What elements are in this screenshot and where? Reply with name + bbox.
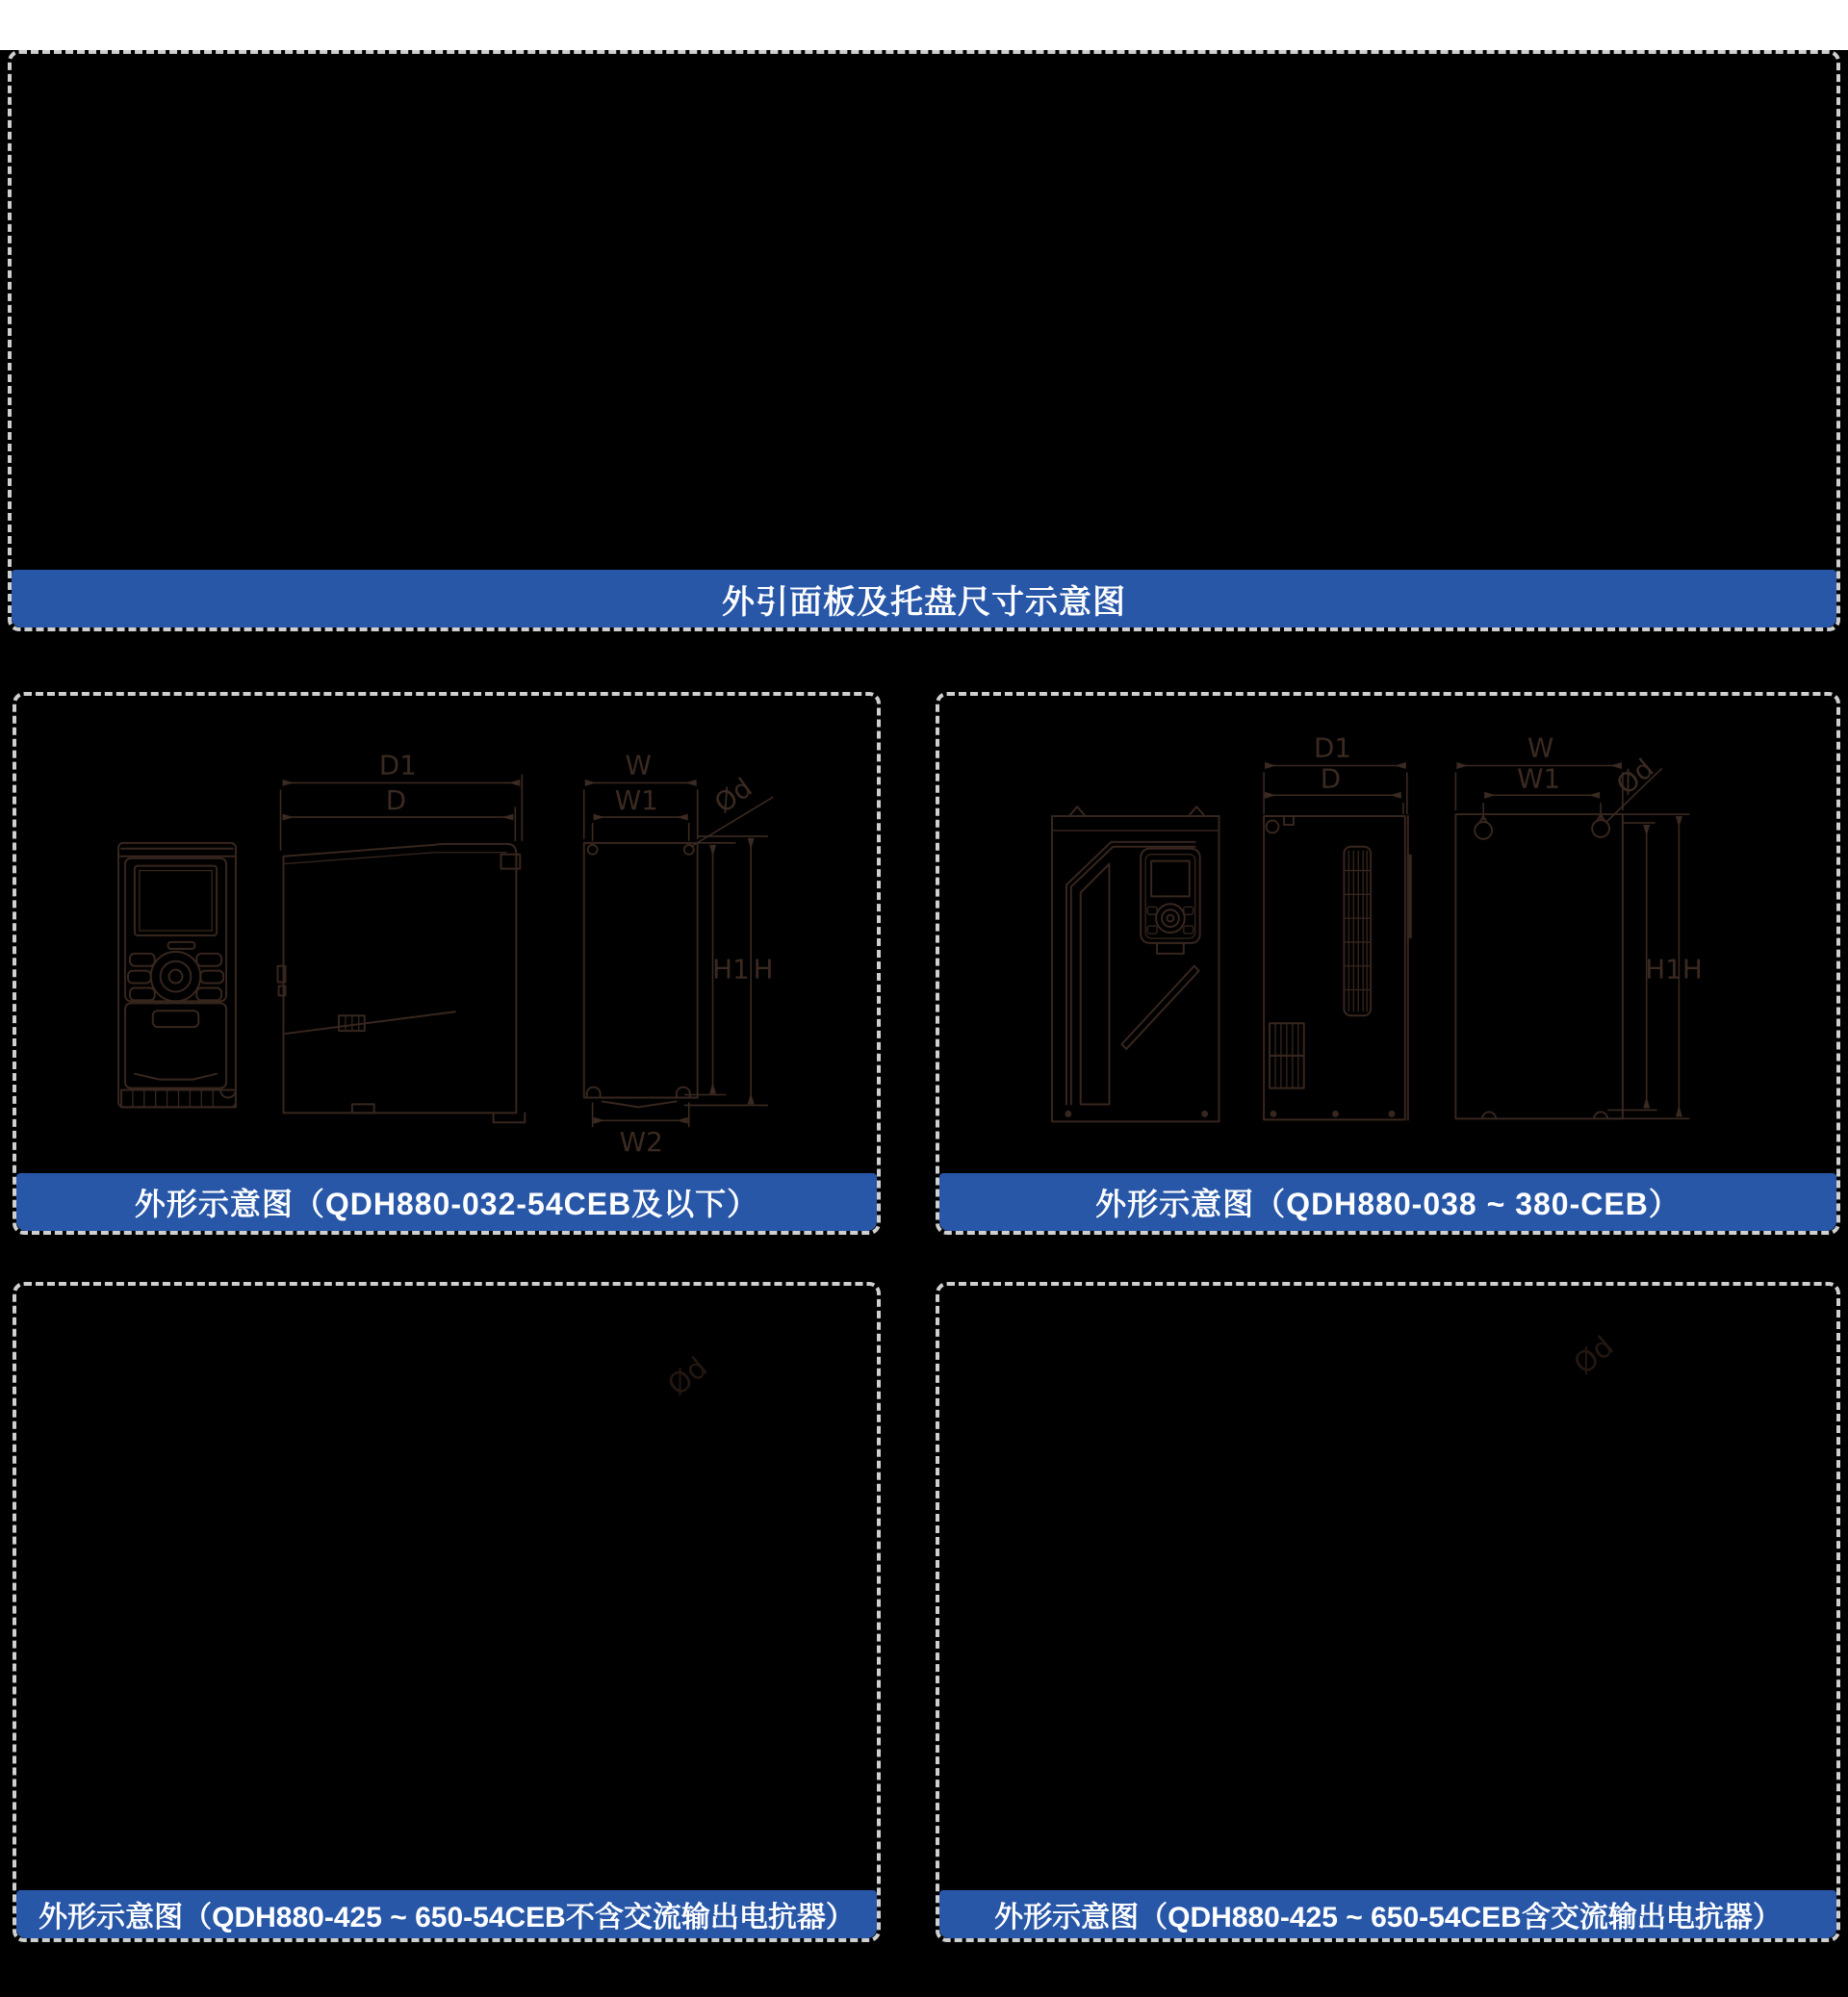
section-panel-tray <box>8 50 1840 631</box>
dim-label-od: Ød <box>708 771 758 820</box>
section-outline-small-frame <box>13 692 881 1235</box>
side-view-depth <box>278 749 526 1122</box>
dim-label-h1: H1 <box>712 953 750 986</box>
dim-label-d: D <box>385 784 407 817</box>
dim-label-h1: H1 <box>1645 953 1682 986</box>
dim-label-w2: W2 <box>619 1125 663 1158</box>
banner-mid-frame <box>939 1173 1836 1231</box>
banner-panel-tray-label: 外引面板及托盘尺寸示意图 <box>722 583 1126 621</box>
dim-label-od: Ød <box>1567 1329 1621 1382</box>
side-view-depth <box>1264 732 1412 1120</box>
drawing-small-frame-views <box>16 696 877 1171</box>
drawing-large-frame-with-reactor <box>939 1286 1836 1882</box>
front-view-large-unit <box>1052 806 1219 1121</box>
dim-label-w1: W1 <box>614 784 658 817</box>
section-outline-mid-frame <box>936 692 1840 1235</box>
front-view-keypad-unit <box>118 843 236 1108</box>
dim-label-w: W <box>1527 731 1554 764</box>
dim-label-w1: W1 <box>1517 762 1561 795</box>
dim-label-w: W <box>625 749 652 781</box>
banner-panel-tray <box>12 570 1836 627</box>
dim-label-od: Ød <box>661 1350 715 1403</box>
page-top-white-strip <box>0 0 1848 50</box>
rear-view-mounting <box>584 749 774 1157</box>
dim-label-h: H <box>753 953 774 986</box>
section-outline-large-frame-with-reactor <box>936 1282 1840 1942</box>
dim-label-d1: D1 <box>378 749 417 781</box>
section-outline-large-frame-no-reactor <box>13 1282 881 1942</box>
banner-large-frame-no-reactor <box>16 1890 877 1938</box>
banner-large-frame-with-reactor-label: 外形示意图（QDH880-425 ~ 650-54CEB含交流输出电抗器） <box>994 1902 1782 1933</box>
drawing-mid-frame-views <box>939 696 1836 1171</box>
banner-mid-frame-label: 外形示意图（QDH880-038 ~ 380-CEB） <box>1095 1187 1681 1221</box>
dim-label-d: D <box>1320 762 1342 795</box>
dim-label-d1: D1 <box>1313 731 1352 764</box>
dim-label-h: H <box>1681 953 1703 986</box>
dim-label-od: Ød <box>1609 752 1660 802</box>
banner-large-frame-with-reactor <box>939 1890 1836 1938</box>
banner-small-frame <box>16 1173 877 1231</box>
drawing-large-frame-no-reactor <box>16 1286 877 1882</box>
banner-large-frame-no-reactor-label: 外形示意图（QDH880-425 ~ 650-54CEB不含交流输出电抗器） <box>38 1902 855 1933</box>
banner-small-frame-label: 外形示意图（QDH880-032-54CEB及以下） <box>134 1187 759 1221</box>
rear-view-mounting <box>1455 732 1702 1119</box>
